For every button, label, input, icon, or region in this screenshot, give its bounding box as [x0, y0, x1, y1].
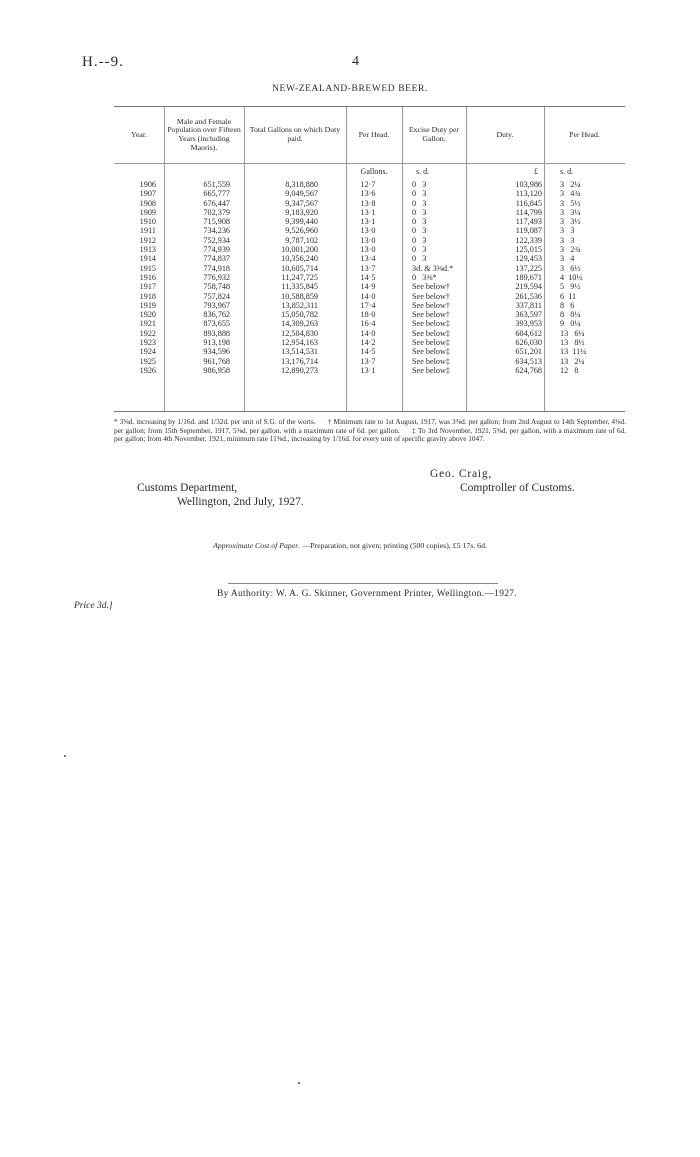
cell-excise: See below‡ [412, 328, 450, 338]
cell-gallons: 13,176,714 [281, 356, 318, 366]
cell-per-head: 14·5 [360, 347, 376, 357]
cell-duty: 624,768 [515, 365, 542, 375]
cell-year: 1922 [139, 328, 156, 338]
cell-gallons: 11,335,845 [281, 282, 318, 292]
cell-duty: 393,953 [515, 319, 542, 329]
cell-duty: 125,015 [515, 245, 542, 255]
cell-duty-per-head: 3 4¾ [560, 189, 581, 199]
cell-excise: 0 3 [412, 245, 427, 255]
cell-per-head: 12·7 [360, 180, 376, 189]
cell-population: 774,918 [203, 263, 230, 273]
gallons-column [250, 180, 318, 375]
cell-year: 1916 [139, 272, 156, 282]
header-population: Male and Female Population over Fifteen Years (including Maoris). [167, 116, 241, 152]
cell-gallons: 12,890,273 [281, 365, 318, 375]
cell-population: 758,748 [203, 282, 230, 292]
page-number: 4 [352, 54, 359, 69]
cell-year: 1906 [139, 180, 156, 189]
cell-excise: 0 3 [412, 198, 427, 208]
cell-gallons: 11,247,725 [281, 272, 318, 282]
cell-per-head: 13·8 [360, 198, 376, 208]
cell-year: 1925 [139, 356, 156, 366]
cell-duty-per-head: 3 4 [560, 254, 575, 264]
place-date: Wellington, 2nd July, 1927. [177, 496, 304, 508]
cell-excise: See below‡ [412, 356, 450, 366]
cell-duty: 103,986 [515, 180, 542, 189]
cell-per-head: 13·7 [360, 356, 376, 366]
beer-statistics-table [114, 106, 625, 412]
cell-excise: 0 3 [412, 217, 427, 227]
cell-duty-per-head: 3 3¼ [560, 207, 581, 217]
cell-gallons: 14,309,263 [281, 319, 318, 329]
cell-duty: 337,811 [515, 300, 542, 310]
cell-per-head: 13·7 [360, 263, 376, 273]
price: Price 3d.] [74, 601, 113, 611]
cell-per-head: 14·2 [360, 338, 376, 348]
cost-note-text: —Preparation, not given; printing (500 copies), £5 17s. 6d. [302, 541, 487, 550]
cell-excise: 0 3 [412, 180, 427, 189]
cell-duty-per-head: 13 6¼ [560, 328, 585, 338]
cell-per-head: 16·4 [360, 319, 376, 329]
cell-duty-per-head: 3 3 [560, 235, 575, 245]
header-divider [114, 163, 625, 164]
cell-year: 1909 [139, 207, 156, 217]
cell-per-head: 14·0 [360, 291, 376, 301]
signatory-title: Comptroller of Customs. [460, 482, 575, 494]
cell-duty-per-head: 9 0¼ [560, 319, 581, 329]
cell-duty-per-head: 4 10½ [560, 272, 583, 282]
cell-population: 702,379 [203, 207, 230, 217]
cell-duty-per-head: 3 2¾ [560, 245, 581, 255]
footnotes [114, 418, 626, 444]
cell-excise: See below† [412, 291, 450, 301]
cell-population: 774,939 [203, 245, 230, 255]
cell-population: 873,655 [203, 319, 230, 329]
footnote-star: * 3⅜d. increasing by 1/16d. and 1/32d. per unit of S.G. of the worts. [114, 417, 316, 426]
cell-year: 1917 [139, 282, 156, 292]
cell-year: 1926 [139, 365, 156, 375]
page-speck [64, 755, 66, 757]
cell-duty: 261,536 [515, 291, 542, 301]
cell-year: 1921 [139, 319, 156, 329]
year-column [120, 180, 156, 375]
cell-duty: 116,845 [515, 198, 542, 208]
cell-population: 893,888 [203, 328, 230, 338]
cell-gallons: 9,787,102 [285, 235, 318, 245]
cell-population: 752,934 [203, 235, 230, 245]
cell-per-head: 13·0 [360, 235, 376, 245]
cell-duty-per-head: 8 6 [560, 300, 575, 310]
cell-duty-per-head: 3 3 [560, 226, 575, 236]
cell-excise: See below† [412, 300, 450, 310]
cost-note-label: Approximate Cost of Paper. [213, 541, 300, 550]
cell-gallons: 8,318,880 [285, 180, 318, 189]
cell-duty-per-head: 12 8 [560, 365, 579, 375]
cell-population: 676,447 [203, 198, 230, 208]
cell-per-head: 13·1 [360, 365, 376, 375]
cell-year: 1923 [139, 338, 156, 348]
unit-duty-per-head: s. d. [560, 167, 574, 176]
cell-duty-per-head: 8 8¼ [560, 310, 581, 320]
cell-year: 1913 [139, 245, 156, 255]
header-per-head-duty: Per Head. [569, 129, 600, 139]
footnote-dagger: † Minimum rate to 1st August, 1917, was 3⅜d. per gallon; from 2nd August to 14th September, 4⅜d. per gallon; from 15th September, 1917, 5⅜d. per gallon, with a maximum rate of 6d. per gallon. [114, 417, 626, 435]
cell-year: 1920 [139, 310, 156, 320]
cell-duty: 604,612 [515, 328, 542, 338]
cell-duty: 651,201 [515, 347, 542, 357]
cell-duty: 137,225 [515, 263, 542, 273]
cell-gallons: 12,954,163 [281, 338, 318, 348]
cell-year: 1907 [139, 189, 156, 199]
cell-per-head: 18·0 [360, 310, 376, 320]
cell-gallons: 9,049,567 [285, 189, 318, 199]
cell-population: 913,198 [203, 338, 230, 348]
cell-gallons: 15,050,782 [281, 310, 318, 320]
header-total-gallons: Total Gallons on which Duty paid. [249, 125, 341, 143]
cell-duty: 219,594 [515, 282, 542, 292]
cell-duty: 114,799 [515, 207, 542, 217]
cell-duty-per-head: 3 6½ [560, 263, 581, 273]
cell-duty: 117,493 [515, 217, 542, 227]
cell-duty-per-head: 3 5½ [560, 198, 581, 208]
cell-per-head: 14·5 [360, 272, 376, 282]
department: Customs Department, [137, 482, 238, 494]
cell-duty-per-head: 6 11 [560, 291, 577, 301]
cell-year: 1918 [139, 291, 156, 301]
header-per-head-gallons: Per Head. [358, 129, 390, 139]
cell-excise: See below† [412, 282, 450, 292]
cell-gallons: 13,852,311 [281, 300, 318, 310]
cell-per-head: 13·1 [360, 217, 376, 227]
per-head-gallons-column [346, 180, 390, 375]
cell-gallons: 13,514,531 [281, 347, 318, 357]
cell-duty-per-head: 13 2¼ [560, 356, 585, 366]
header-excise-duty: Excise Duty per Gallon. [408, 125, 460, 143]
cell-per-head: 13·0 [360, 226, 376, 236]
cell-duty-per-head: 3 2¼ [560, 180, 581, 189]
excise-duty-column [390, 180, 466, 375]
cell-per-head: 13·4 [360, 254, 376, 264]
cell-per-head: 13·0 [360, 245, 376, 255]
cell-excise: See below† [412, 310, 450, 320]
signatory-name: Geo. Craig, [430, 468, 493, 480]
cell-per-head: 14·0 [360, 328, 376, 338]
cell-excise: 0 3 [412, 235, 427, 245]
cell-duty: 119,087 [515, 226, 542, 236]
cost-note [0, 541, 700, 550]
page-speck [298, 1082, 300, 1084]
cell-gallons: 10,605,714 [281, 263, 318, 273]
cell-population: 836,762 [203, 310, 230, 320]
cell-year: 1919 [139, 300, 156, 310]
cell-duty: 129,453 [515, 254, 542, 264]
cell-population: 793,967 [203, 300, 230, 310]
unit-excise: s. d. [416, 167, 430, 176]
cell-duty: 113,120 [515, 189, 542, 199]
unit-pound: £ [534, 167, 538, 176]
cell-year: 1910 [139, 217, 156, 227]
cell-duty: 634,513 [515, 356, 542, 366]
column-divider [164, 107, 165, 411]
cell-excise: 0 3 [412, 226, 427, 236]
cell-per-head: 13·6 [360, 189, 376, 199]
per-head-duty-column [544, 180, 622, 375]
cell-per-head: 14·9 [360, 282, 376, 292]
cell-population: 757,824 [203, 291, 230, 301]
cell-year: 1912 [139, 235, 156, 245]
cell-gallons: 9,183,920 [285, 207, 318, 217]
cell-population: 665,777 [203, 189, 230, 199]
footnote-double-dagger: ‡ To 3rd November, 1921, 5⅜d. per gallon, with a maximum rate of 6d. per gallon; from 4th November, 1921, minimum rate 11⅜d., increasing by 1/16d. for every unit of specific gravity above 1047. [114, 425, 627, 444]
cell-gallons: 10,356,240 [281, 254, 318, 264]
cell-duty: 189,671 [515, 272, 542, 282]
cell-per-head: 17·4 [360, 300, 376, 310]
cell-gallons: 9,526,960 [285, 226, 318, 236]
cell-duty-per-head: 5 9½ [560, 282, 581, 292]
cell-gallons: 10,588,859 [281, 291, 318, 301]
cell-year: 1914 [139, 254, 156, 264]
unit-gallons: Gallons. [360, 167, 388, 176]
cell-duty-per-head: 13 11¼ [560, 347, 587, 357]
document-reference: H.--9. [82, 54, 124, 70]
cell-excise: See below‡ [412, 319, 450, 329]
cell-population: 651,559 [203, 180, 230, 189]
table-title: NEW-ZEALAND-BREWED BEER. [272, 84, 428, 94]
cell-duty: 363,597 [515, 310, 542, 320]
cell-excise: See below‡ [412, 338, 450, 348]
cell-population: 934,596 [203, 347, 230, 357]
cell-gallons: 9,347,567 [285, 198, 318, 208]
header-duty: Duty. [496, 129, 514, 139]
cell-gallons: 10,001,200 [281, 245, 318, 255]
cell-excise: 0 3⅜* [412, 272, 437, 282]
cell-population: 776,932 [203, 272, 230, 282]
cell-population: 961,768 [203, 356, 230, 366]
cell-population: 715,908 [203, 217, 230, 227]
cell-duty-per-head: 3 3½ [560, 217, 581, 227]
cell-population: 774,837 [203, 254, 230, 264]
cell-duty-per-head: 13 8½ [560, 338, 585, 348]
cell-year: 1911 [139, 226, 156, 236]
cell-excise: See below‡ [412, 365, 450, 375]
cell-duty: 626,030 [515, 338, 542, 348]
printer-authority: By Authority: W. A. G. Skinner, Government Printer, Wellington.—1927. [216, 589, 518, 599]
cell-year: 1915 [139, 263, 156, 273]
cell-population: 734,236 [203, 226, 230, 236]
cell-per-head: 13·1 [360, 207, 376, 217]
duty-column [466, 180, 542, 375]
cell-excise: 0 3 [412, 189, 427, 199]
cell-gallons: 12,504,830 [281, 328, 318, 338]
cell-year: 1924 [139, 347, 156, 357]
cell-excise: 0 3 [412, 254, 427, 264]
column-divider [244, 107, 245, 411]
cell-excise: 3d. & 3⅜d.* [412, 263, 454, 273]
cell-excise: 0 3 [412, 207, 427, 217]
divider-rule [228, 583, 498, 584]
cell-duty: 122,339 [515, 235, 542, 245]
cell-year: 1908 [139, 198, 156, 208]
cell-excise: See below‡ [412, 347, 450, 357]
population-column [168, 180, 230, 375]
cell-population: 986,958 [203, 365, 230, 375]
header-year: Year. [131, 129, 147, 139]
cell-gallons: 9,399,440 [285, 217, 318, 227]
